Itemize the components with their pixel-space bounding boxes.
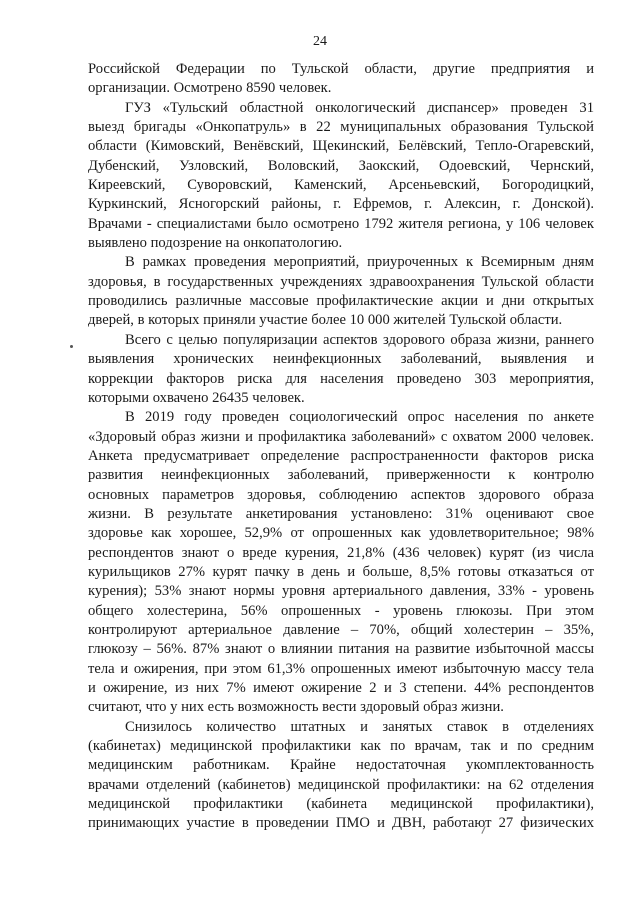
text-line: Снизилось количество штатных и занятых ставок в отделениях xyxy=(125,718,594,735)
margin-dot xyxy=(70,345,73,348)
text-line: (кабинетах) медицинской профилактики как по врачам, так и по средним xyxy=(88,738,594,755)
text-line: Российской Федерации по Тульской области, другие предприятия и xyxy=(88,61,594,77)
text-line: развития неинфекционных заболеваний, приверженности к контролю xyxy=(88,467,594,484)
text-line: проводились различные массовые профилактические акции и дни открытых xyxy=(88,293,594,310)
text-line: основных параметров здоровья, соблюдению аспектов здорового образа xyxy=(88,486,594,503)
text-line: Куркинский, Ясногорский районы, г. Ефремов, г. Алексин, г. Донской). xyxy=(88,196,594,213)
body-text xyxy=(88,60,594,834)
text-line: принимающих участие в проведении ПМО и ДВН, работают 27 физических xyxy=(88,815,594,832)
text-line: курильщиков 27% курят пачку в день и больше, 8,5% готовы отказаться от xyxy=(88,563,594,580)
text-line: В 2019 году проведен социологический опрос населения по анкете xyxy=(125,409,594,426)
text-line: Анкета предусматривает определение распространенности факторов риска xyxy=(88,447,594,464)
text-line: коррекции факторов риска для населения проведено 303 мероприятия, xyxy=(88,370,594,387)
text-line: медицинским работникам. Крайне недостаточная укомплектованность xyxy=(88,757,594,774)
text-line: респондентов знают о вреде курения, 21,8% (436 человек) курят (из числа xyxy=(88,544,594,561)
text-line: выявления хронических неинфекционных заболеваний, выявления и xyxy=(88,351,594,368)
text-line: считают, что у них есть возможность вести здоровый образ жизни. xyxy=(88,699,504,716)
text-line: врачами отделений (кабинетов) медицинской профилактики: на 62 отделения xyxy=(88,776,594,793)
text-line: Дубенский, Узловский, Воловский, Заокский, Одоевский, Чернский, xyxy=(88,157,594,174)
text-line: жизни. В результате анкетирования установлено: 31% оценивают свое xyxy=(88,505,594,522)
text-line: общего холестерина, 56% опрошенных - уровень глюкозы. При этом xyxy=(88,602,594,619)
text-line: контролируют артериальное давление – 70%, общий холестерин – 35%, xyxy=(88,621,594,638)
text-line: курения); 53% знают нормы уровня артериального давления, 33% - уровень xyxy=(88,583,594,600)
text-line: области (Кимовский, Венёвский, Щекинский, Белёвский, Тепло-Огаревский, xyxy=(88,138,594,155)
text-line: ГУЗ «Тульский областной онкологический диспансер» проведен 31 xyxy=(125,99,594,116)
text-line: Всего с целью популяризации аспектов здорового образа жизни, раннего xyxy=(125,331,594,348)
text-line: Врачами - специалистами было осмотрено 1792 жителя региона, у 106 человек xyxy=(88,215,594,232)
text-line: здоровья, в государственных учреждениях здравоохранения Тульской области xyxy=(88,273,594,290)
text-line: здоровье как хорошее, 52,9% от опрошенных как удовлетворительное; 98% xyxy=(88,525,594,542)
text-line: Киреевский, Суворовский, Каменский, Арсеньевский, Богородицкий, xyxy=(88,177,594,194)
text-line: В рамках проведения мероприятий, приуроченных к Всемирным дням xyxy=(125,254,594,271)
text-line: организации. Осмотрено 8590 человек. xyxy=(88,80,332,97)
text-line: тела и ожирения, при этом 61,3% опрошенных имеют избыточную массу тела xyxy=(88,660,594,677)
text-line: медицинской профилактики (кабинета медицинской профилактики), xyxy=(88,796,594,813)
text-line: дверей, в которых приняли участие более 10 000 жителей Тульской области. xyxy=(88,312,563,329)
text-line: которыми охвачено 26435 человек. xyxy=(88,389,305,406)
text-line: выезд бригады «Онкопатруль» в 22 муниципальных образования Тульской xyxy=(88,119,594,136)
text-line: выявлено подозрение на онкопатологию. xyxy=(88,235,343,252)
text-line: глюкозу – 56%. 87% знают о влиянии питания на развитие избыточной массы xyxy=(88,641,594,658)
text-line: и ожирение, из них 7% имеют ожирение 2 и 3 степени. 44% респондентов xyxy=(88,680,594,696)
text-line: «Здоровый образ жизни и профилактика заболеваний» с охватом 2000 человек. xyxy=(88,428,594,445)
page-number: 24 xyxy=(313,34,327,49)
